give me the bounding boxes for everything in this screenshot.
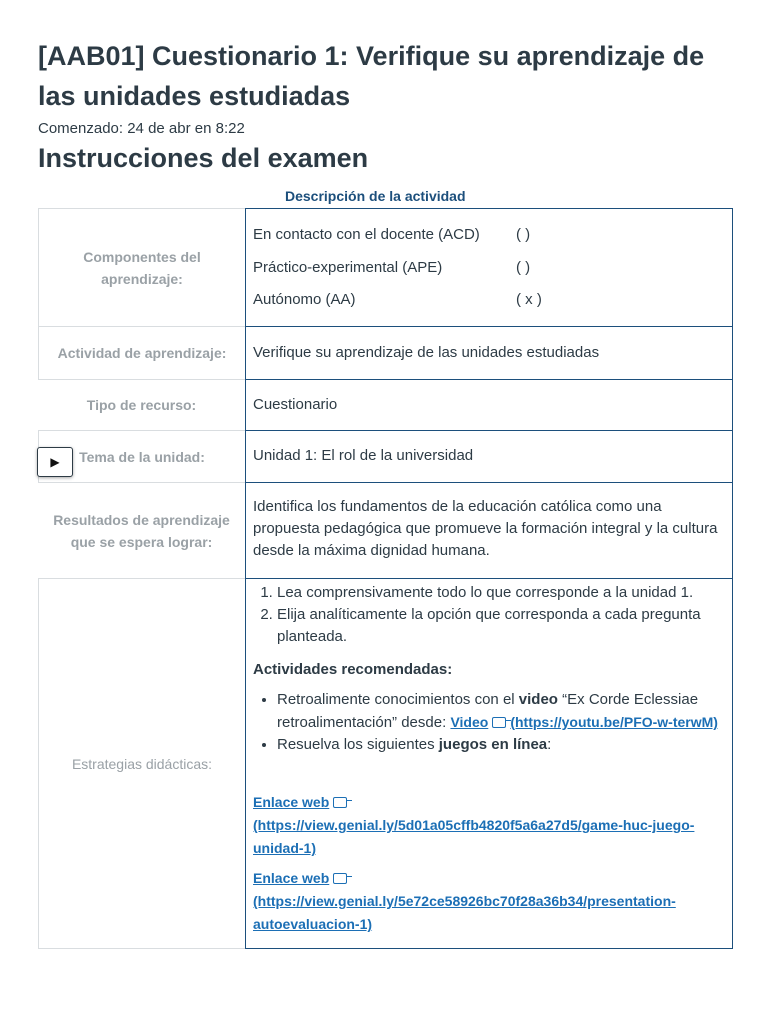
strategy-step: 2. Elija analíticamente la opción que corresponda a cada pregunta planteada. (277, 604, 723, 648)
activity-label (38, 326, 245, 380)
strategy-steps (253, 582, 723, 648)
strategies-label (38, 578, 245, 949)
component-acd: En contacto con el docente (ACD) (253, 226, 480, 243)
strategy-step: 1. Lea comprensivamente todo lo que corresponde a la unidad 1. (277, 582, 723, 604)
component-ape: Práctico-experimental (APE) (253, 259, 443, 276)
topic-label-text: Tema de la unidad: (79, 448, 205, 465)
activity-label-text: Actividad de aprendizaje: (57, 345, 227, 361)
play-icon: ▶ (50, 455, 60, 469)
web-link-2[interactable] (253, 870, 676, 932)
components-label-text: Componentes del aprendizaje: (83, 248, 201, 287)
recommended-list (253, 689, 723, 756)
external-link-icon (333, 873, 347, 884)
rec1-suffix: “Ex Corde Eclessiae retroalimentación” desde: (277, 691, 699, 731)
external-link-icon (492, 717, 506, 728)
quiz-title: [AAB01] Cuestionario 1: Verifique su aprendizaje de las unidades estudiadas (38, 41, 705, 111)
web-link-1-url: (https://view.genial.ly/5d01a05cffb4820f5a6a27d5/game-huc-juego-unidad-1) (253, 817, 695, 856)
strategies-cell (246, 579, 732, 948)
components-label (38, 208, 245, 327)
component-acd-mark: ( ) (516, 226, 531, 243)
video-link-url: (https://youtu.be/PFO-w-terwM) (510, 714, 718, 730)
video-link[interactable] (450, 714, 718, 730)
recommended-heading: Actividades recomendadas: (253, 661, 453, 678)
resource-label-text: Tipo de recurso: (86, 397, 197, 413)
instructions-heading: Instrucciones del examen (38, 143, 369, 173)
table-caption: Descripción de la actividad (285, 188, 466, 204)
activity-value: Verifique su aprendizaje de las unidades estudiadas (246, 327, 732, 380)
started-timestamp: Comenzado: 24 de abr en 8:22 (38, 120, 245, 137)
component-ape-mark: ( ) (516, 259, 531, 276)
component-aa-mark: ( x ) (516, 291, 542, 308)
rec2-suffix: : (547, 736, 552, 753)
rec1-bold: video (518, 691, 558, 708)
web-link-2-label: Enlace web (253, 870, 330, 886)
web-link-2-url: (https://view.genial.ly/5e72ce58926bc70f28a36b34/presentation-autoevaluacion-1) (253, 893, 676, 932)
results-value: Identifica los fundamentos de la educación católica como una propuesta pedagógica que promueve la formación integral y la cultura desde la máxima dignidad humana. (246, 483, 732, 579)
results-label-text: Resultados de aprendizaje que se espera lograr: (53, 511, 230, 550)
rec1-prefix: Retroalimente conocimientos con el (277, 691, 519, 708)
web-link-1-block (253, 791, 723, 860)
topic-value: Unidad 1: El rol de la universidad (246, 431, 732, 483)
component-aa: Autónomo (AA) (253, 291, 356, 308)
recommended-item-video (277, 689, 723, 734)
strategies-label-text: Estrategias didácticas: (71, 755, 213, 772)
resource-label (38, 379, 245, 431)
components-cell (246, 209, 732, 327)
web-link-1-label: Enlace web (253, 794, 330, 810)
play-button[interactable] (37, 447, 73, 477)
results-label (38, 482, 245, 579)
recommended-item-games (277, 734, 723, 756)
rec2-bold: juegos en línea (438, 736, 548, 753)
activity-table-values (245, 208, 733, 949)
external-link-icon (333, 797, 347, 808)
video-link-label: Video (450, 714, 489, 730)
web-link-1[interactable] (253, 794, 694, 856)
rec2-prefix: Resuelva los siguientes (277, 736, 439, 753)
web-link-2-block (253, 867, 723, 936)
resource-value: Cuestionario (246, 380, 732, 431)
